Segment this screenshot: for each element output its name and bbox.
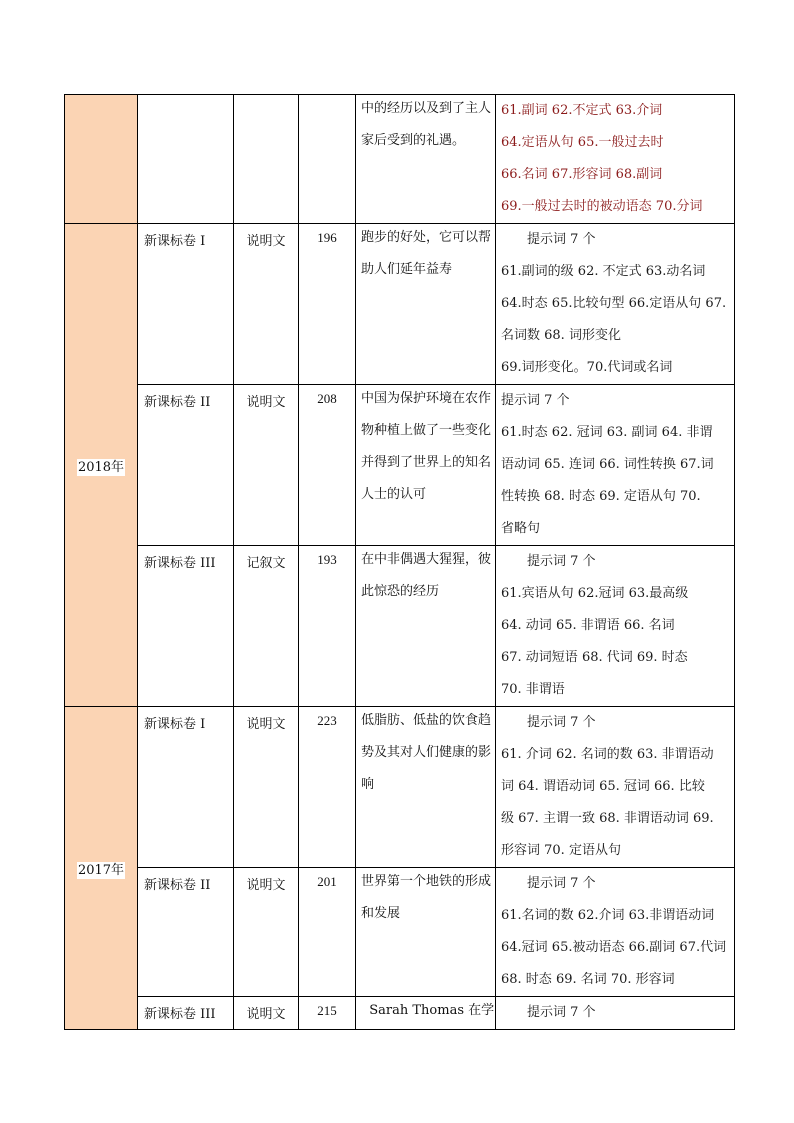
topic-cell: 世界第一个地铁的形成和发展	[356, 868, 496, 997]
genre-cell: 说明文	[234, 385, 299, 546]
genre-cell: 说明文	[234, 997, 299, 1030]
table-row	[65, 868, 735, 997]
topic-cell: 中的经历以及到了主人家后受到的礼遇。	[356, 95, 496, 224]
paper-cell: 新课标卷 III	[138, 546, 234, 707]
word-count-cell: 196	[299, 224, 356, 385]
answer-cell: 提示词 7 个 61.名词的数 62.介词 63.非谓语动词 64.冠词 65.被动语态 66.副词 67.代词 68. 时态 69. 名词 70. 形容词	[496, 868, 735, 997]
table-row	[65, 95, 735, 224]
table-row	[65, 997, 735, 1030]
table-row	[65, 707, 735, 868]
year-label: 2018年	[77, 459, 125, 475]
year-cell	[65, 224, 138, 707]
year-cell	[65, 707, 138, 1030]
genre-cell: 记叙文	[234, 546, 299, 707]
year-cell	[65, 95, 138, 224]
word-count-cell: 223	[299, 707, 356, 868]
answer-cell: 提示词 7 个 61.副词的级 62. 不定式 63.动名词 64.时态 65.比较句型 66.定语从句 67. 名词数 68. 词形变化 69.词形变化。70.代词或名词	[496, 224, 735, 385]
answer-cell: 提示词 7 个	[496, 997, 735, 1030]
topic-cell: 中国为保护环境在农作物种植上做了一些变化并得到了世界上的知名人士的认可	[356, 385, 496, 546]
topic-cell: 在中非偶遇大猩猩，彼此惊恐的经历	[356, 546, 496, 707]
table-row	[65, 224, 735, 385]
topic-cell: 跑步的好处，它可以帮助人们延年益寿	[356, 224, 496, 385]
genre-cell: 说明文	[234, 224, 299, 385]
topic-cell: Sarah Thomas 在学	[356, 997, 496, 1030]
paper-cell: 新课标卷 II	[138, 385, 234, 546]
year-label: 2017年	[77, 862, 125, 878]
genre-cell: 说明文	[234, 707, 299, 868]
topic-cell: 低脂肪、低盐的饮食趋势及其对人们健康的影响	[356, 707, 496, 868]
table-row	[65, 385, 735, 546]
answer-cell: 61.副词 62.不定式 63.介词 64.定语从句 65.一般过去时 66.名词 67.形容词 68.副词 69.一般过去时的被动语态 70.分词	[496, 95, 735, 224]
answer-cell: 提示词 7 个 61.宾语从句 62.冠词 63.最高级 64. 动词 65. 非谓语 66. 名词 67. 动词短语 68. 代词 69. 时态 70. 非谓语	[496, 546, 735, 707]
word-count-cell: 201	[299, 868, 356, 997]
paper-cell: 新课标卷 I	[138, 707, 234, 868]
word-count-cell: 208	[299, 385, 356, 546]
word-count-cell	[299, 95, 356, 224]
paper-cell: 新课标卷 I	[138, 224, 234, 385]
word-count-cell: 193	[299, 546, 356, 707]
answer-cell: 提示词 7 个 61. 介词 62. 名词的数 63. 非谓语动 词 64. 谓语动词 65. 冠词 66. 比较 级 67. 主谓一致 68. 非谓语动词 69. 形容词 70. 定语从句	[496, 707, 735, 868]
paper-cell	[138, 95, 234, 224]
genre-cell	[234, 95, 299, 224]
paper-cell: 新课标卷 III	[138, 997, 234, 1030]
genre-cell: 说明文	[234, 868, 299, 997]
exam-analysis-table	[64, 94, 735, 1030]
word-count-cell: 215	[299, 997, 356, 1030]
table-row	[65, 546, 735, 707]
answer-cell: 提示词 7 个 61.时态 62. 冠词 63. 副词 64. 非谓 语动词 65. 连词 66. 词性转换 67.词 性转换 68. 时态 69. 定语从句 70. 省略句	[496, 385, 735, 546]
paper-cell: 新课标卷 II	[138, 868, 234, 997]
